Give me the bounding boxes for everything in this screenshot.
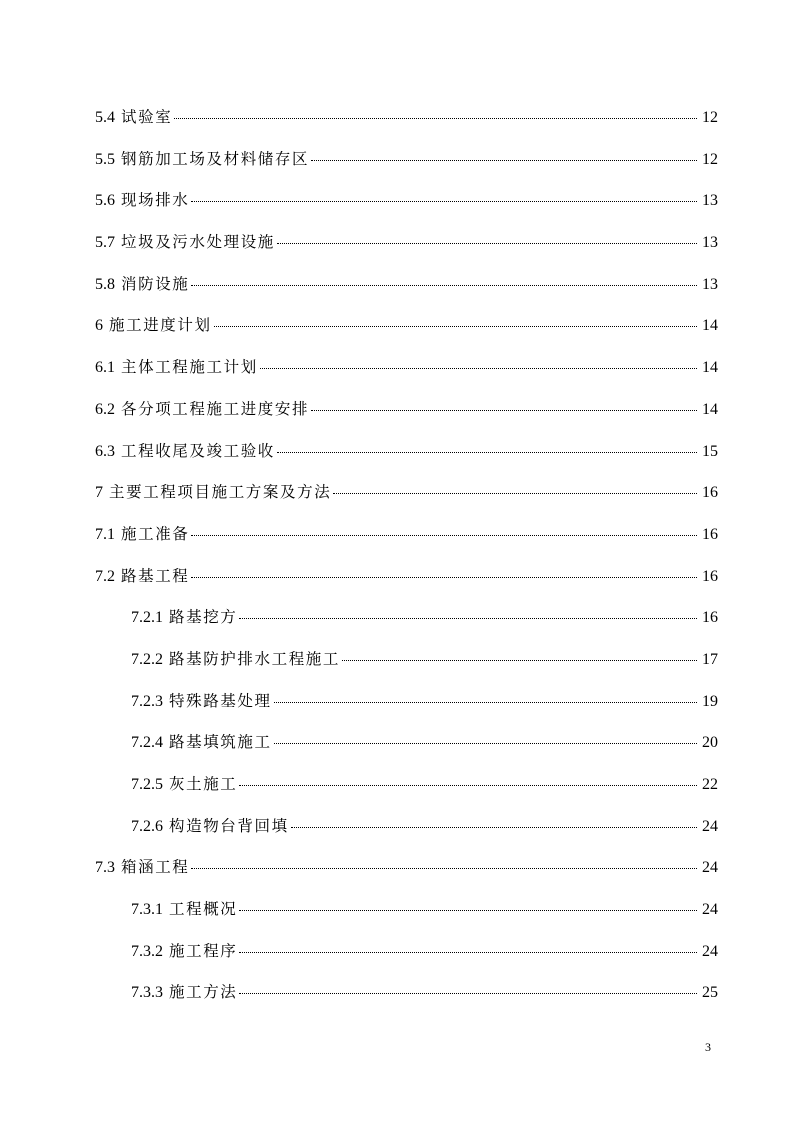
toc-entry-title: 路基挖方 bbox=[169, 608, 238, 627]
toc-entry-title: 路基工程 bbox=[121, 566, 190, 585]
toc-entry-page: 24 bbox=[702, 901, 718, 919]
toc-entry[interactable] bbox=[95, 313, 718, 355]
toc-entry-title: 主体工程施工计划 bbox=[121, 358, 258, 377]
toc-entry[interactable] bbox=[95, 272, 718, 314]
toc-entry-page: 13 bbox=[702, 234, 718, 252]
toc-entry[interactable] bbox=[95, 480, 718, 522]
toc-entry-title: 施工程序 bbox=[169, 941, 238, 960]
dot-leader bbox=[214, 326, 697, 327]
toc-entry-title: 工程收尾及竣工验收 bbox=[121, 441, 275, 460]
toc-entry-number: 6.1 bbox=[95, 359, 115, 377]
toc-entry-page: 13 bbox=[702, 275, 718, 293]
toc-entry-page: 20 bbox=[702, 734, 718, 752]
toc-entry-number: 5.8 bbox=[95, 275, 115, 293]
page-number: 3 bbox=[705, 1040, 711, 1054]
toc-entry-page: 15 bbox=[702, 442, 718, 460]
dot-leader bbox=[174, 118, 697, 119]
dot-leader bbox=[239, 910, 697, 911]
toc-entry[interactable] bbox=[95, 230, 718, 272]
toc-entry-title: 路基填筑施工 bbox=[169, 733, 272, 752]
toc-entry[interactable] bbox=[95, 397, 718, 439]
toc-entry-page: 16 bbox=[702, 525, 718, 543]
toc-entry-title: 消防设施 bbox=[121, 274, 190, 293]
toc-entry-title: 施工进度计划 bbox=[109, 316, 212, 335]
toc-entry-number: 7.2.5 bbox=[131, 776, 163, 793]
dot-leader bbox=[311, 410, 697, 411]
dot-leader bbox=[239, 993, 697, 994]
dot-leader bbox=[277, 243, 697, 244]
toc-entry[interactable] bbox=[95, 647, 718, 689]
toc-entry-title: 路基防护排水工程施工 bbox=[169, 649, 341, 668]
dot-leader bbox=[342, 660, 697, 661]
toc-entry-title: 试验室 bbox=[121, 108, 173, 126]
toc-entry-number: 7.2 bbox=[95, 567, 115, 585]
toc-entry-page: 13 bbox=[702, 192, 718, 210]
dot-leader bbox=[239, 618, 697, 619]
dot-leader bbox=[191, 201, 697, 202]
toc-entry[interactable] bbox=[95, 188, 718, 230]
toc-entry-page: 16 bbox=[702, 484, 718, 502]
dot-leader bbox=[277, 452, 697, 453]
toc-entry-title: 施工准备 bbox=[121, 524, 190, 543]
toc-entry-page: 25 bbox=[702, 984, 718, 1002]
toc-entry-page: 24 bbox=[702, 942, 718, 960]
toc-entry-page: 14 bbox=[702, 359, 718, 377]
toc-entry[interactable] bbox=[95, 855, 718, 897]
toc-entry-number: 7.2.1 bbox=[131, 609, 163, 627]
dot-leader bbox=[239, 785, 697, 786]
toc-entry-title: 工程概况 bbox=[169, 900, 238, 919]
toc-entry[interactable] bbox=[95, 730, 718, 772]
table-of-contents bbox=[95, 105, 718, 1022]
dot-leader bbox=[191, 868, 697, 869]
toc-entry-number: 7.2.4 bbox=[131, 734, 163, 752]
toc-entry-number: 7.3.3 bbox=[131, 984, 163, 1002]
toc-entry-title: 特殊路基处理 bbox=[169, 691, 272, 710]
toc-entry-title: 钢筋加工场及材料储存区 bbox=[121, 149, 310, 168]
toc-entry-number: 7.2.3 bbox=[131, 692, 163, 710]
toc-entry[interactable] bbox=[95, 522, 718, 564]
toc-entry-number: 7.3.2 bbox=[131, 942, 163, 960]
toc-entry-page: 14 bbox=[702, 400, 718, 418]
toc-entry[interactable] bbox=[95, 814, 718, 856]
toc-entry-page: 14 bbox=[702, 317, 718, 335]
toc-entry-number: 5.6 bbox=[95, 192, 115, 210]
toc-entry[interactable] bbox=[95, 939, 718, 981]
toc-entry-number: 5.7 bbox=[95, 234, 115, 252]
toc-entry[interactable] bbox=[95, 772, 718, 814]
toc-entry-title: 现场排水 bbox=[121, 191, 190, 210]
toc-entry-number: 5.4 bbox=[95, 109, 115, 126]
toc-entry-title: 施工方法 bbox=[169, 983, 238, 1002]
dot-leader bbox=[191, 535, 697, 536]
dot-leader bbox=[191, 577, 697, 578]
toc-entry-number: 6.3 bbox=[95, 442, 115, 460]
toc-entry-number: 6 bbox=[95, 317, 103, 335]
toc-entry-page: 19 bbox=[702, 692, 718, 710]
dot-leader bbox=[260, 368, 697, 369]
toc-entry-number: 6.2 bbox=[95, 400, 115, 418]
toc-entry-page: 12 bbox=[702, 109, 718, 126]
toc-entry-number: 7.3 bbox=[95, 859, 115, 877]
toc-entry-page: 17 bbox=[702, 650, 718, 668]
toc-entry-page: 12 bbox=[702, 150, 718, 168]
toc-entry[interactable] bbox=[95, 897, 718, 939]
dot-leader bbox=[311, 160, 697, 161]
dot-leader bbox=[291, 827, 697, 828]
dot-leader bbox=[333, 493, 697, 494]
toc-entry-page: 22 bbox=[702, 776, 718, 793]
toc-entry-number: 7.2.2 bbox=[131, 650, 163, 668]
toc-entry[interactable] bbox=[95, 439, 718, 481]
toc-entry-number: 7.1 bbox=[95, 525, 115, 543]
toc-entry-number: 7.2.6 bbox=[131, 817, 163, 835]
toc-entry-page: 16 bbox=[702, 609, 718, 627]
toc-entry-title: 各分项工程施工进度安排 bbox=[121, 399, 310, 418]
toc-entry-number: 7 bbox=[95, 484, 103, 502]
toc-entry[interactable] bbox=[95, 689, 718, 731]
dot-leader bbox=[274, 743, 697, 744]
toc-entry-title: 主要工程项目施工方案及方法 bbox=[109, 483, 332, 502]
dot-leader bbox=[274, 702, 697, 703]
toc-entry[interactable] bbox=[95, 980, 718, 1022]
toc-entry-page: 24 bbox=[702, 817, 718, 835]
toc-entry[interactable] bbox=[95, 147, 718, 189]
toc-entry-title: 箱涵工程 bbox=[121, 858, 190, 877]
toc-entry[interactable] bbox=[95, 605, 718, 647]
toc-entry[interactable] bbox=[95, 105, 718, 147]
toc-entry[interactable] bbox=[95, 564, 718, 606]
toc-entry[interactable] bbox=[95, 355, 718, 397]
toc-entry-title: 垃圾及污水处理设施 bbox=[121, 233, 275, 252]
toc-entry-page: 24 bbox=[702, 859, 718, 877]
toc-entry-title: 灰土施工 bbox=[169, 775, 238, 793]
dot-leader bbox=[239, 952, 697, 953]
toc-entry-number: 7.3.1 bbox=[131, 901, 163, 919]
toc-entry-number: 5.5 bbox=[95, 150, 115, 168]
toc-entry-page: 16 bbox=[702, 567, 718, 585]
dot-leader bbox=[191, 285, 697, 286]
toc-entry-title: 构造物台背回填 bbox=[169, 816, 289, 835]
